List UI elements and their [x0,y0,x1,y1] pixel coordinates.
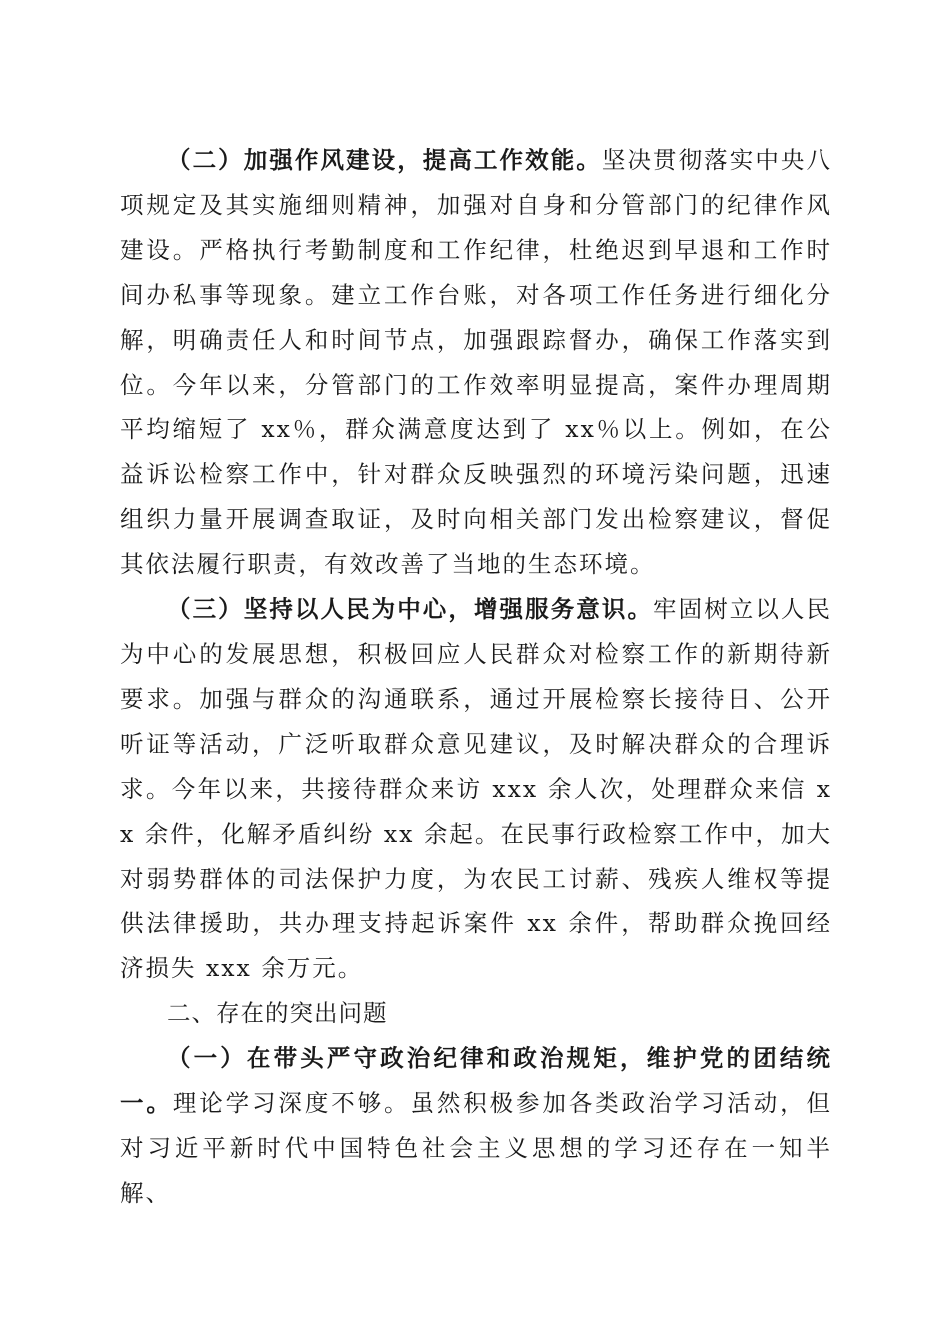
paragraph-lead: （二）加强作风建设，提高工作效能。 [167,146,602,174]
paragraph-people-centered [120,587,832,991]
paragraph-lead: （一）在带头严守政治纪律和政治规矩，维护党的团结统一。 [120,1044,832,1118]
paragraph-lead: （三）坚持以人民为中心，增强服务意识。 [167,595,654,624]
paragraph-text: 坚决贯彻落实中央八项规定及其实施细则精神，加强对自身和分管部门的纪律作风建设。严格执行考勤制度和工作纪律，杜绝迟到早退和工作时间办私事等现象。建立工作台账，对各项工作任务进行细化分解，明确责任人和时间节点，加强跟踪督办，确保工作落实到位。今年以来，分管部门的工作效率明显提高，案件办理周期平均缩短了 xx％，群众满意度达到了 xx％以上。例如，在公益诉讼检察工作中，针对群众反映强烈的环境污染问题，迅速组织力量开展调查取证，及时向相关部门发出检察建议，督促其依法履行职责，有效改善了当地的生态环境。 [120,146,832,579]
document-body [120,138,832,1216]
paragraph-work-style [120,138,832,587]
paragraph-text: 牢固树立以人民为中心的发展思想，积极回应人民群众对检察工作的新期待新要求。加强与群众的沟通联系，通过开展检察长接待日、公开听证等活动，广泛听取群众意见建议，及时解决群众的合理诉求。今年以来，共接待群众来访 xxx 余人次，处理群众来信 xx 余件，化解矛盾纠纷 xx 余起。在民事行政检察工作中，加大对弱势群体的司法保护力度，为农民工讨薪、残疾人维权等提供法律援助，共办理支持起诉案件 xx 余件，帮助群众挽回经济损失 xxx 余万元。 [120,595,833,983]
paragraph-political-discipline [120,1036,832,1216]
section-heading: 二、存在的突出问题 [167,999,388,1028]
paragraph-text: 理论学习深度不够。虽然积极参加各类政治学习活动，但对习近平新时代中国特色社会主义思想的学习还存在一知半解、 [120,1089,833,1207]
